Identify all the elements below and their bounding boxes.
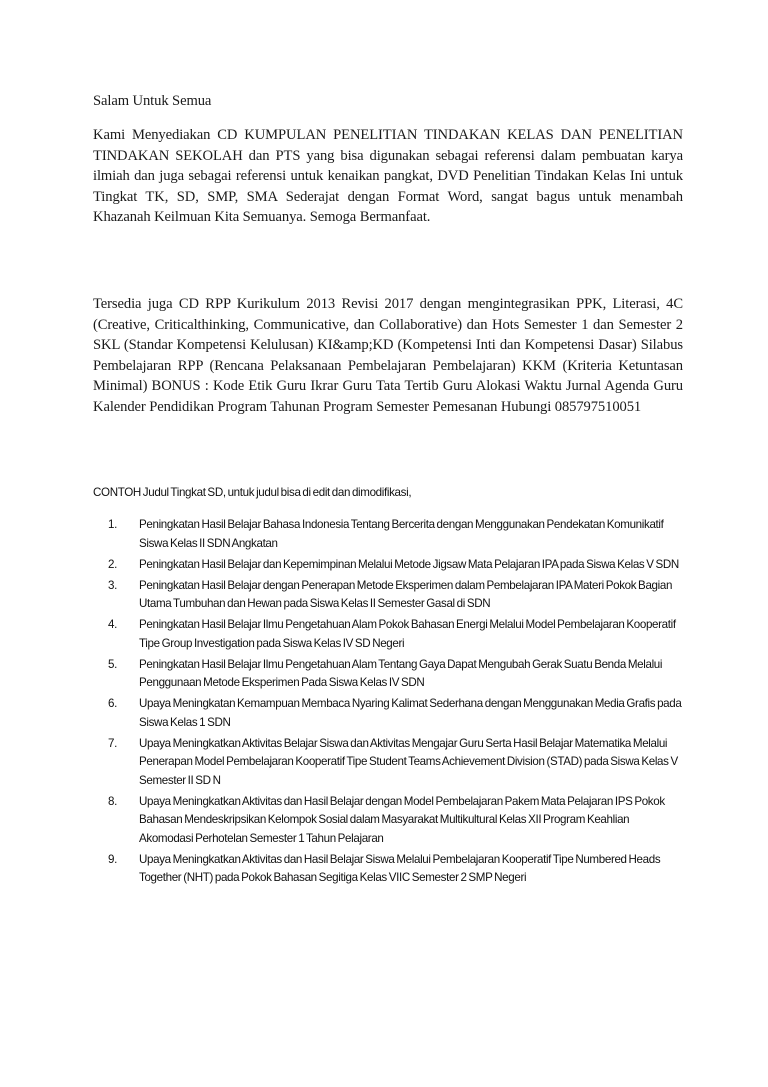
list-item (108, 735, 683, 791)
list-item-number: 3. (108, 578, 117, 592)
greeting: Salam Untuk Semua (93, 93, 212, 109)
list-item-text: Peningkatan Hasil Belajar Ilmu Pengetahuan Alam Pokok Bahasan Energi Melalui Model Pembelajaran Kooperatif Tipe Group Investigation pada Siswa Kelas IV SD Negeri (139, 618, 676, 650)
list-item (108, 695, 683, 732)
list-item-text: Peningkatan Hasil Belajar dengan Penerapan Metode Eksperimen dalam Pembelajaran IPA Materi Pokok Bagian Utama Tumbuhan dan Hewan pada Siswa Kelas II Semester Gasal di SDN (139, 578, 673, 610)
list-item-text: Peningkatan Hasil Belajar Bahasa Indonesia Tentang Bercerita dengan Menggunakan Pendekatan Komunikatif Siswa Kelas II SDN Angkatan (139, 518, 664, 550)
list-item (108, 851, 683, 888)
list-item-text: Upaya Meningkatan Kemampuan Membaca Nyaring Kalimat Sederhana dengan Menggunakan Media Grafis pada Siswa Kelas 1 SDN (139, 697, 682, 729)
list-item-number: 1. (108, 518, 117, 531)
list-item (108, 516, 683, 553)
list-item-number: 8. (108, 794, 117, 808)
list-item-number: 9. (108, 852, 117, 866)
title-list (108, 516, 683, 890)
list-item-number: 7. (108, 736, 117, 750)
list-item-text: Peningkatan Hasil Belajar dan Kepemimpinan Melalui Metode Jigsaw Mata Pelajaran IPA pada Siswa Kelas V SDN (139, 557, 679, 571)
list-item (108, 577, 683, 614)
list-item-number: 5. (108, 657, 117, 671)
list-item-number: 2. (108, 557, 117, 571)
list-item-text: Peningkatan Hasil Belajar Ilmu Pengetahuan Alam Tentang Gaya Dapat Mengubah Gerak Suatu Benda Melalui Penggunaan Metode Eksperimen Pada Siswa Kelas IV SDN (139, 657, 663, 689)
offer-paragraph: Tersedia juga CD RPP Kurikulum 2013 Revisi 2017 dengan mengintegrasikan PPK, Literasi, 4C (Creative, Criticalthinking, Communicative, dan Collaborative) dan Hots Semester 1 dan Semester 2 SKL (Standar Kompetensi Kelulusan) KI&amp;KD (Kompetensi Inti dan Kompetensi Dasar) Silabus Pembelajaran RPP (Rencana Pelaksanaan Pembelajaran Pembelajaran) KKM (Kriteria Ketuntasan Minimal) BONUS : Kode Etik Guru Ikrar Guru Tata Tertib Guru Alokasi Waktu Jurnal Agenda Guru Kalender Pendidikan Program Tahunan Program Semester Pemesanan Hubungi 085797510051 (93, 296, 683, 415)
list-item-number: 6. (108, 697, 117, 710)
list-item (108, 616, 683, 653)
list-item-text: Upaya Meningkatkan Aktivitas dan Hasil Belajar dengan Model Pembelajaran Pakem Mata Pelajaran IPS Pokok Bahasan Mendeskripsikan Kelompok Sosial dalam Masyarakat Multikultural Kelas XII Program Keahlian Akomodasi Perhotelan Semester 1 Tahun Pelajaran (139, 794, 665, 845)
intro-paragraph: Kami Menyediakan CD KUMPULAN PENELITIAN TINDAKAN KELAS DAN PENELITIAN TINDAKAN SEKOLAH dan PTS yang bisa digunakan sebagai referensi dalam pembuatan karya ilmiah dan juga sebagai referensi untuk kenaikan pangkat, DVD Penelitian Tindakan Kelas Ini untuk Tingkat TK, SD, SMP, SMA Sederajat dengan Format Word, sangat bagus untuk menambah Khazanah Keilmuan Kita Semuanya. Semoga Bermanfaat. (93, 127, 683, 226)
list-item (108, 656, 683, 693)
list-item-text: Upaya Meningkatkan Aktivitas dan Hasil Belajar Siswa Melalui Pembelajaran Kooperatif Tipe Numbered Heads Together (NHT) pada Pokok Bahasan Segitiga Kelas VIIC Semester 2 SMP Negeri (139, 852, 661, 884)
list-item-number: 4. (108, 618, 117, 631)
list-item-text: Upaya Meningkatkan Aktivitas Belajar Siswa dan Aktivitas Mengajar Guru Serta Hasil Belajar Matematika Melalui Penerapan Model Pembelajaran Kooperatif Tipe Student Teams Achievement Division (STAD) pada Siswa Kelas V Semester II SD N (139, 736, 678, 787)
list-intro: CONTOH Judul Tingkat SD, untuk judul bisa di edit dan dimodifikasi, (93, 486, 412, 499)
list-item (108, 793, 683, 849)
list-item (108, 556, 683, 575)
